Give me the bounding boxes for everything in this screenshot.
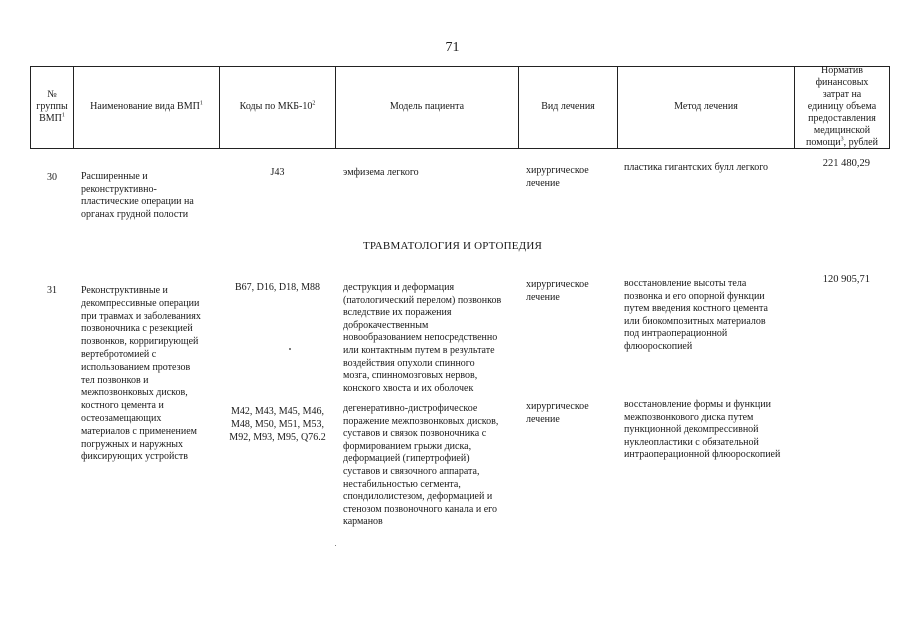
text-line: восстановление формы и функции <box>624 399 771 410</box>
header-text: ВМП <box>39 113 62 124</box>
text-line: формированием грыжи диска, <box>343 440 472 452</box>
text-line: реконструктивно- <box>81 183 157 195</box>
header-icd-codes <box>220 66 335 148</box>
text-line: позвонков, корригирующей <box>81 336 199 348</box>
text-line: костного цемента и <box>81 400 164 412</box>
text-line: Реконструктивные и <box>81 285 168 296</box>
text-line: воздействия опухоли спинного <box>343 357 475 369</box>
text-line: мозга, спинномозговых нервов, <box>343 370 478 382</box>
text-line: путем введения костного цемента <box>624 303 768 315</box>
cost-norm <box>796 158 870 171</box>
text-line: деструкция и деформация <box>343 282 455 293</box>
icd-codes: B67, D16, D18, M88 <box>234 282 320 293</box>
patient-model <box>343 282 523 395</box>
vmp-name <box>81 285 221 464</box>
text-line: хирургическое <box>526 401 589 412</box>
text-line: лечение <box>526 177 560 189</box>
header-text: предоставления <box>808 113 876 124</box>
text-line: межпозвонковых дисков, <box>81 387 188 399</box>
header-bottom-border <box>30 148 890 149</box>
text-line: или контактным путем в результате <box>343 344 495 356</box>
text-line: деформацией (гипертрофией) <box>343 453 470 465</box>
text-line: M48, M50, M51, M53, <box>230 419 325 430</box>
text-line: поражение межпозвонковых дисков, <box>343 415 499 427</box>
text-line: M42, M43, M45, M46, <box>230 406 325 417</box>
text-line: спондилолистезом, деформацией и <box>343 491 493 503</box>
text-line: суставов и связок позвоночника с <box>343 428 487 440</box>
footnote-mark: 1 <box>61 112 65 119</box>
text-line: межпозвонкового диска путем <box>624 411 754 423</box>
text-line: стенозом позвоночного канала и его <box>343 503 498 515</box>
scan-speck <box>289 348 291 350</box>
header-cost-norm <box>795 66 889 148</box>
text-line: органах грудной полости <box>81 208 189 220</box>
text-line: восстановление высоты тела <box>624 278 747 289</box>
patient-model: эмфизема легкого <box>343 167 419 178</box>
text-line: вертебротомией с <box>81 348 157 360</box>
treatment-method <box>624 399 799 462</box>
header-patient-model: Модель пациента <box>389 101 465 112</box>
cost-norm <box>796 274 870 287</box>
header-text: Норматив <box>821 65 863 76</box>
text-line: тел позвонков и <box>81 374 149 386</box>
text-line: позвонка и его опорной функции <box>624 290 765 302</box>
header-text: , рублей <box>843 137 878 148</box>
text-line: под интраоперационной <box>624 328 728 340</box>
header-text: Наименование вида ВМП <box>90 101 200 112</box>
text-line: нестабильностью сегмента, <box>343 478 461 490</box>
text-line: лечение <box>526 291 560 303</box>
text-line: новообразованием непосредственно <box>343 332 498 344</box>
text-line: доброкачественным <box>343 319 429 331</box>
row-number: 31 <box>47 285 57 296</box>
text-line: позвоночника с резекцией <box>81 323 193 335</box>
row-number: 30 <box>47 172 57 183</box>
header-text: единицу объема <box>807 101 877 112</box>
header-text: затрат на <box>822 89 862 100</box>
header-text: № <box>47 89 57 100</box>
vmp-name <box>81 171 221 221</box>
header-text: помощи <box>806 137 841 148</box>
header-treatment-method: Метод лечения <box>674 101 738 112</box>
header-treatment-type: Вид лечения <box>541 101 595 112</box>
text-line: фиксирующих устройств <box>81 451 188 463</box>
text-line: суставов и связочного аппарата, <box>343 465 480 477</box>
text-line: использованием протезов <box>81 361 191 373</box>
treatment-type <box>526 279 589 304</box>
section-title: ТРАВМАТОЛОГИЯ И ОРТОПЕДИЯ <box>362 240 543 252</box>
text-line: лечение <box>526 413 560 425</box>
text-line: остеозамещающих <box>81 412 162 424</box>
treatment-type <box>526 401 589 426</box>
text-line: вследствие их поражения <box>343 307 452 319</box>
icd-codes: J43 <box>270 167 285 178</box>
text-line: интраоперационной флюороскопией <box>624 449 781 461</box>
text-line: при травмах и заболеваниях <box>81 310 201 322</box>
scan-speck <box>335 545 336 546</box>
text-line: дегенеративно-дистрофическое <box>343 403 478 414</box>
text-line: конского хвоста и их оболочек <box>343 382 474 394</box>
footnote-mark: 2 <box>312 100 316 107</box>
text-line: декомпрессивные операции <box>81 297 200 309</box>
treatment-method <box>624 278 799 354</box>
header-text: финансовых <box>815 77 869 88</box>
cost-value: 120 905,71 <box>822 274 870 285</box>
text-line: материалов с применением <box>81 425 198 437</box>
text-line: погружных и наружных <box>81 438 184 450</box>
footnote-mark: 3 <box>840 136 844 143</box>
text-line: нуклеопластики с обязательной <box>624 436 759 448</box>
header-vmp-name <box>74 66 219 148</box>
text-line: M92, M93, M95, Q76.2 <box>229 432 326 443</box>
text-line: пластические операции на <box>81 196 194 208</box>
treatment-type <box>526 165 589 190</box>
text-line: или биокомпозитных материалов <box>624 315 766 327</box>
icd-codes <box>220 405 335 444</box>
footnote-mark: 1 <box>199 100 203 107</box>
text-line: Расширенные и <box>81 171 148 182</box>
text-line: карманов <box>343 516 383 528</box>
header-text: группы <box>36 101 68 112</box>
patient-model <box>343 403 523 529</box>
text-line: хирургическое <box>526 279 589 290</box>
treatment-method: пластика гигантских булл легкого <box>624 162 769 173</box>
text-line: хирургическое <box>526 165 589 176</box>
page-number: 71 <box>445 40 460 55</box>
text-line: флюороскопией <box>624 340 693 352</box>
cost-value: 221 480,29 <box>822 158 870 169</box>
header-group-number <box>31 66 73 148</box>
text-line: пункционной декомпрессивной <box>624 424 759 436</box>
header-text: медицинской <box>813 125 871 136</box>
header-text: Коды по МКБ-10 <box>239 101 313 112</box>
text-line: (патологический перелом) позвонков <box>343 294 502 306</box>
col-divider <box>889 66 890 148</box>
